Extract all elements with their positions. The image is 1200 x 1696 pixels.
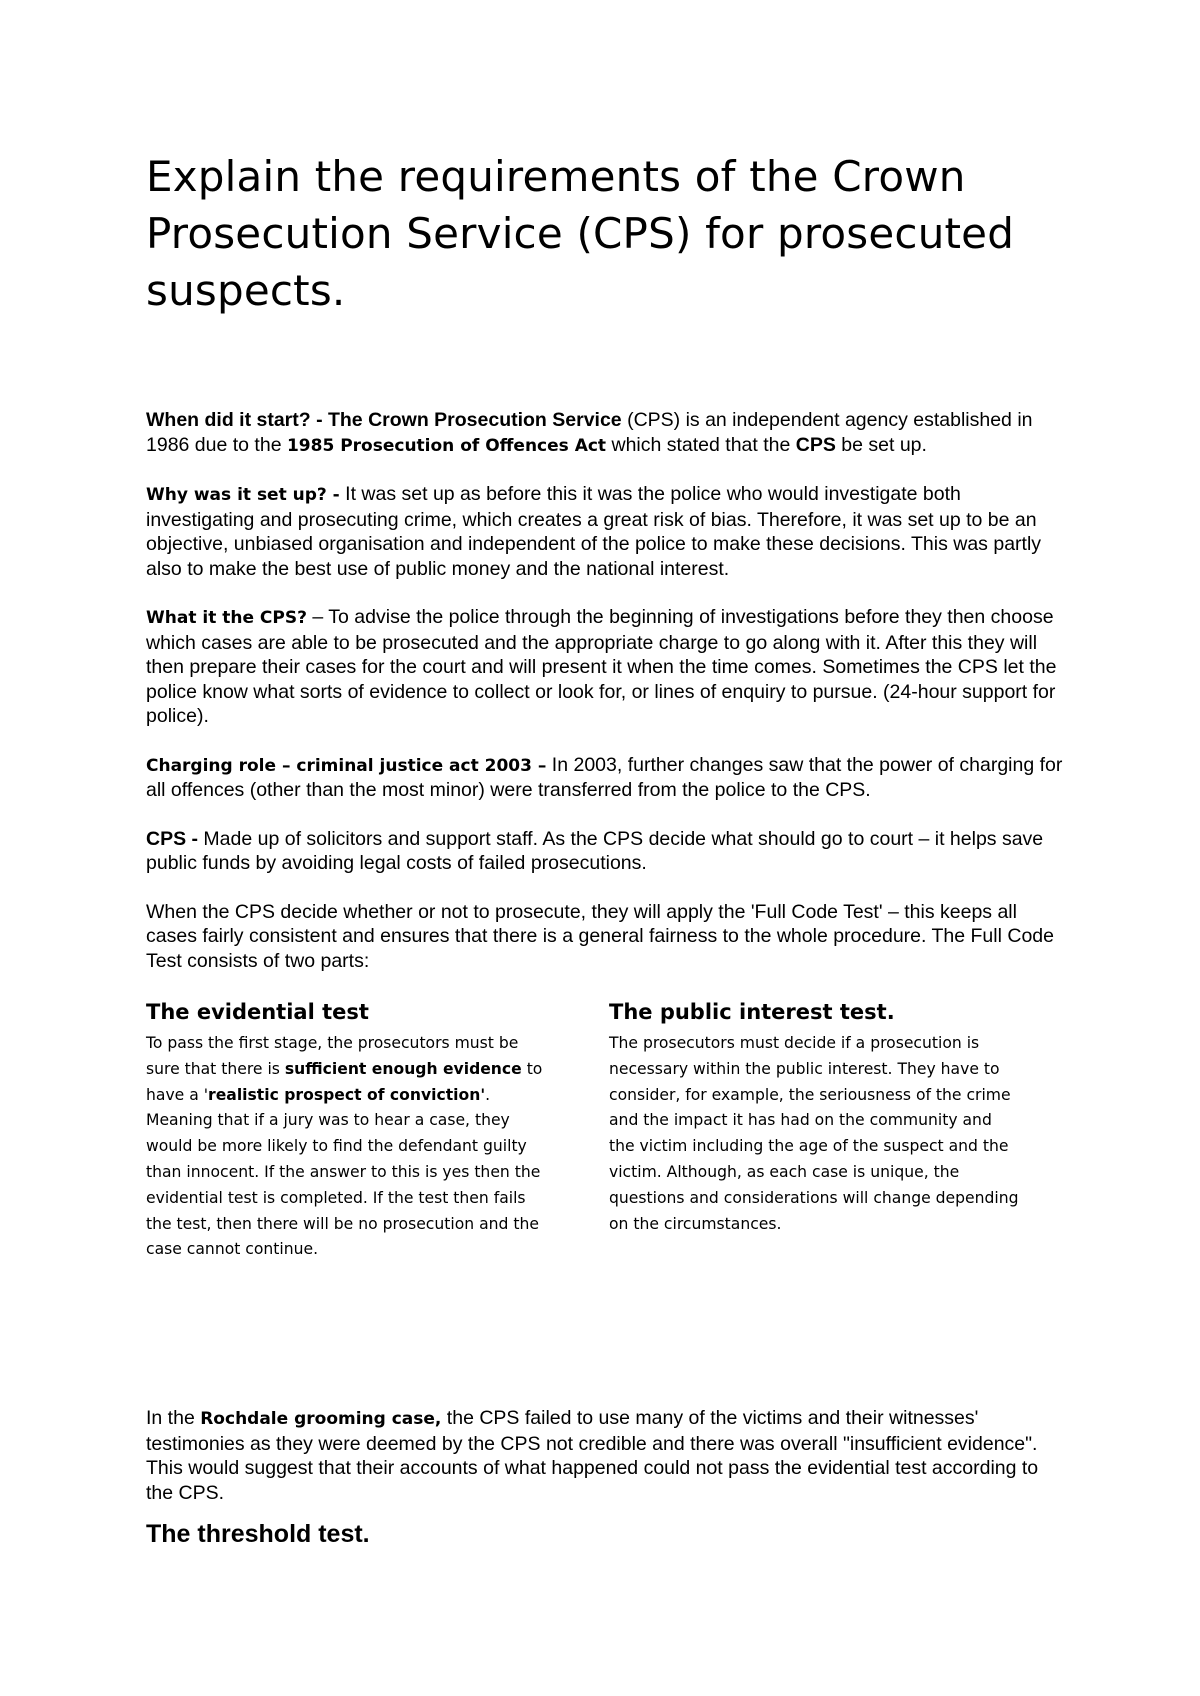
threshold-test-heading: The threshold test. <box>146 1520 370 1548</box>
document-title: Explain the requirements of the Crown Prosecution Service (CPS) for prosecuted suspects. <box>146 152 1015 315</box>
evidential-test-column <box>146 997 546 1263</box>
document-page <box>146 148 1068 1297</box>
paragraph-full-code-test: When the CPS decide whether or not to prosecute, they will apply the 'Full Code Test' – this keeps all cases fairly consistent and ensures that there is a general fairness to the whole procedure. The Full Code Test consists of two parts: <box>146 900 1054 972</box>
paragraph-label: When did it start? - The Crown Prosecution Service <box>146 409 622 431</box>
public-interest-test-text: The prosecutors must decide if a prosecution is necessary within the public interest. They have to consider, for example, the seriousness of the crime and the impact it has had on the community and the victim including the age of the suspect and the victim. Although, as each case is unique, the questions and considerations will change depending on the circumstances. <box>609 1034 1019 1233</box>
paragraph-cps-staff: CPS - Made up of solicitors and support staff. As the CPS decide what should go to court – it helps save public funds by avoiding legal costs of failed prosecutions. <box>146 827 1044 874</box>
paragraph-rochdale-case: In the Rochdale grooming case, the CPS failed to use many of the victims and their witnesses' testimonies as they were deemed by the CPS not credible and there was overall "insufficient evidence". This would suggest that their accounts of what happened could not pass the evidential test according to the CPS. <box>146 1407 1039 1504</box>
document-body <box>146 408 1068 973</box>
paragraph-why-set-up: Why was it set up? - It was set up as before this it was the police who would investigate both investigating and prosecuting crime, which creates a great risk of bias. Therefore, it was set up to be an objective, unbiased organisation and independent of the police to make these decisions. This was partly also to make the best use of public money and the national interest. <box>146 483 1042 580</box>
paragraph-label: What it the CPS? <box>146 608 307 628</box>
evidential-test-text: To pass the first stage, the prosecutors must be sure that there is sufficient enough evidence to have a 'realistic prospect of conviction'. Meaning that if a jury was to hear a case, they would be more likely to find the defendant guilty than innocent. If the answer to this is yes then the evidential test is completed. If the test then fails the test, then there will be no prosecution and the case cannot continue. <box>146 1034 543 1259</box>
evidential-test-heading: The evidential test <box>146 1000 369 1024</box>
public-interest-test-heading: The public interest test. <box>609 1000 895 1024</box>
paragraph-charging-role: Charging role – criminal justice act 2003 – In 2003, further changes saw that the power of charging for all offences (other than the most minor) were transferred from the police to the CPS. <box>146 753 1063 801</box>
paragraph-when-started: When did it start? - The Crown Prosecution Service (CPS) is an independent agency established in 1986 due to the 1985 Prosecution of Offences Act which stated that the CPS be set up. <box>146 409 1033 456</box>
paragraph-label: CPS - <box>146 827 199 850</box>
paragraph-label: Charging role – criminal justice act 2003 – <box>146 755 547 776</box>
paragraph-label: Why was it set up? - <box>146 485 340 505</box>
public-interest-test-column <box>609 997 1019 1237</box>
two-column-section <box>146 997 1068 1297</box>
paragraph-what-is-cps: What it the CPS? – To advise the police through the beginning of investigations before they then choose which cases are able to be prosecuted and the appropriate charge to go along with it. After this they will then prepare their cases for the court and will present it when the time comes. Sometimes the CPS let the police know what sorts of evidence to collect or look for, or lines of enquiry to pursue. (24-hour support for police). <box>146 606 1057 727</box>
